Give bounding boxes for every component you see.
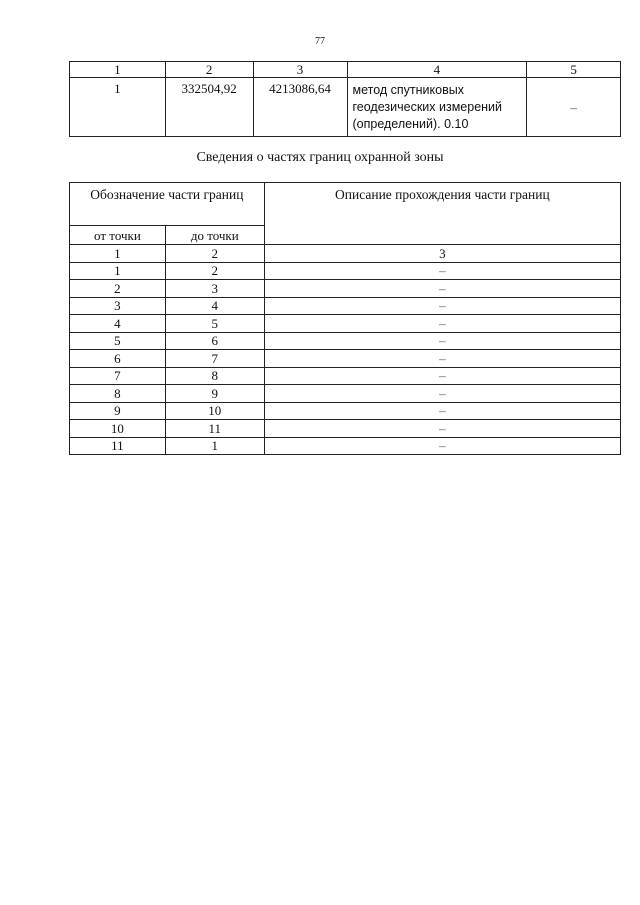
to-point: 4 xyxy=(165,297,264,315)
column-number: 4 xyxy=(347,62,527,78)
from-point: 4 xyxy=(70,315,166,333)
from-point: 8 xyxy=(70,385,166,403)
column-number: 2 xyxy=(165,245,264,263)
page-number: 77 xyxy=(315,36,325,47)
part-description: – xyxy=(264,350,620,368)
to-point: 5 xyxy=(165,315,264,333)
column-number: 3 xyxy=(264,245,620,263)
part-description: – xyxy=(264,367,620,385)
part-description: – xyxy=(264,262,620,280)
boundary-parts-table xyxy=(69,182,621,455)
to-point: 8 xyxy=(165,367,264,385)
table-row xyxy=(70,315,621,333)
table-row xyxy=(70,332,621,350)
coordinate-y: 4213086,64 xyxy=(253,78,347,137)
description-header: Описание прохождения части границ xyxy=(264,183,620,245)
table-row xyxy=(70,385,621,403)
method-line: геодезических измерений xyxy=(352,99,503,114)
part-description: – xyxy=(264,332,620,350)
method-line: метод спутниковых xyxy=(352,82,464,97)
method-line: (определений). 0.10 xyxy=(352,116,469,131)
table-row xyxy=(70,350,621,368)
to-point-header: до точки xyxy=(165,226,264,245)
from-point: 5 xyxy=(70,332,166,350)
to-point: 3 xyxy=(165,280,264,298)
coordinate-x: 332504,92 xyxy=(165,78,253,137)
table-row xyxy=(70,402,621,420)
part-description: – xyxy=(264,315,620,333)
to-point: 10 xyxy=(165,402,264,420)
table-row xyxy=(70,367,621,385)
column-number: 1 xyxy=(70,245,166,263)
from-point: 7 xyxy=(70,367,166,385)
from-point: 2 xyxy=(70,280,166,298)
to-point: 7 xyxy=(165,350,264,368)
from-point: 6 xyxy=(70,350,166,368)
from-point: 3 xyxy=(70,297,166,315)
part-description: – xyxy=(264,402,620,420)
part-description: – xyxy=(264,385,620,403)
table-row xyxy=(70,437,621,455)
to-point: 9 xyxy=(165,385,264,403)
from-point: 1 xyxy=(70,262,166,280)
description-dash: – xyxy=(527,78,621,137)
coordinates-table xyxy=(69,61,621,137)
part-description: – xyxy=(264,297,620,315)
from-point: 11 xyxy=(70,437,166,455)
from-point: 9 xyxy=(70,402,166,420)
table-row xyxy=(70,420,621,438)
to-point: 11 xyxy=(165,420,264,438)
column-numbering-row xyxy=(70,245,621,263)
to-point: 6 xyxy=(165,332,264,350)
from-point-header: от точки xyxy=(70,226,166,245)
from-point: 10 xyxy=(70,420,166,438)
table-row xyxy=(70,262,621,280)
part-description: – xyxy=(264,280,620,298)
to-point: 1 xyxy=(165,437,264,455)
column-number: 3 xyxy=(253,62,347,78)
table-row xyxy=(70,78,621,137)
point-number: 1 xyxy=(70,78,166,137)
column-number: 2 xyxy=(165,62,253,78)
section-title: Сведения о частях границ охранной зоны xyxy=(196,150,444,165)
coordinates-header-row xyxy=(70,62,621,78)
method-description xyxy=(347,78,527,137)
column-number: 1 xyxy=(70,62,166,78)
table-row xyxy=(70,280,621,298)
to-point: 2 xyxy=(165,262,264,280)
parts-header-row xyxy=(70,183,621,226)
group-header: Обозначение части границ xyxy=(70,183,265,226)
part-description: – xyxy=(264,437,620,455)
column-number: 5 xyxy=(527,62,621,78)
table-row xyxy=(70,297,621,315)
part-description: – xyxy=(264,420,620,438)
